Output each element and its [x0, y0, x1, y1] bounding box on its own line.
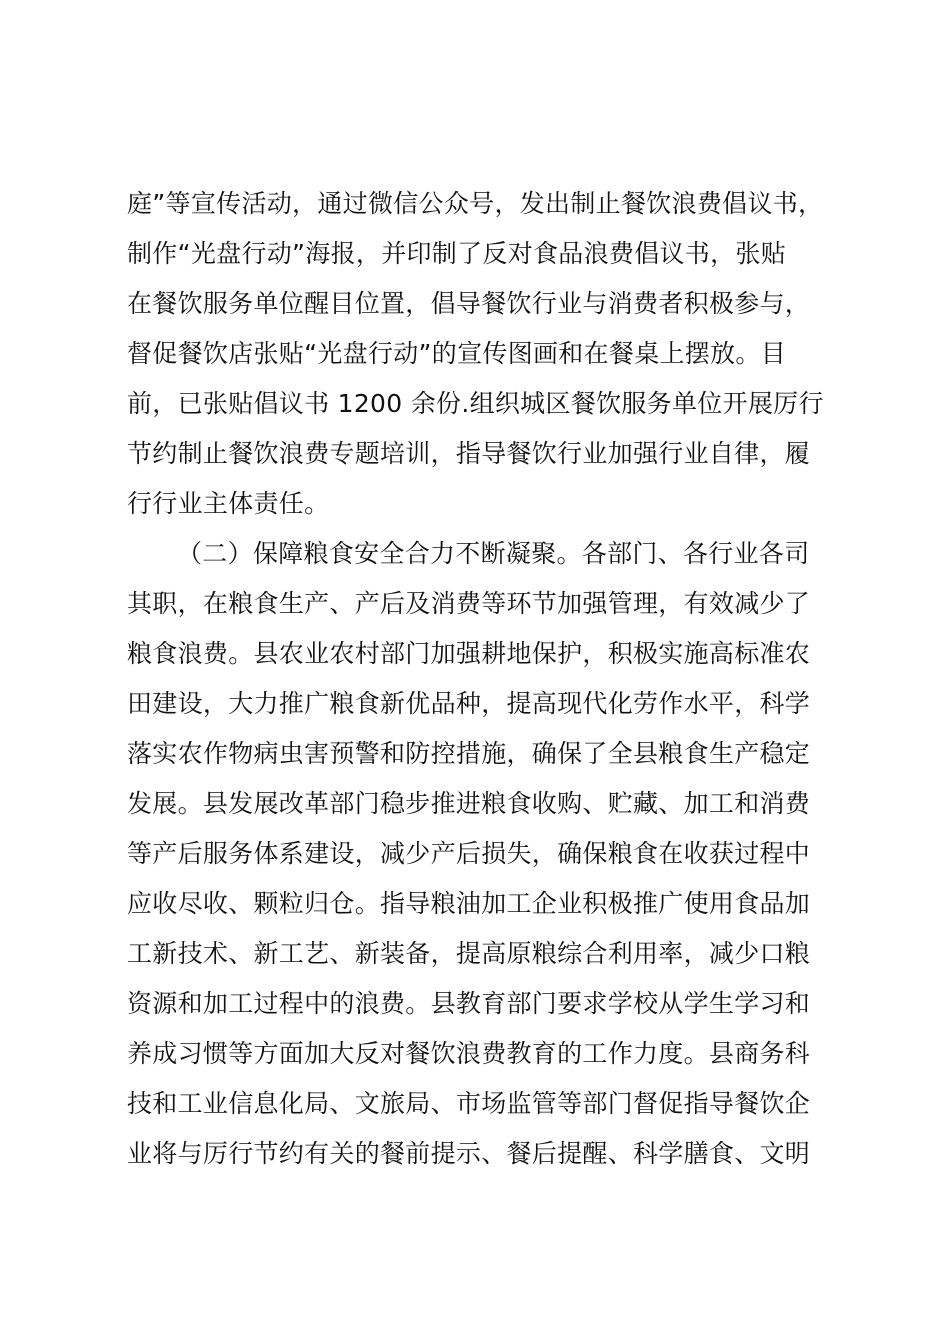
text-line: 等产后服务体系建设，减少产后损失，确保粮食在收获过程中: [127, 839, 811, 868]
text-line: 发展。县发展改革部门稳步推进粮食收购、贮藏、加工和消费: [127, 789, 811, 818]
text-line: 制作“光盘行动”海报，并印制了反对食品浪费倡议书，张贴: [127, 239, 787, 268]
text-line: 其职，在粮食生产、产后及消费等环节加强管理，有效减少了: [127, 589, 811, 618]
text-line: 资源和加工过程中的浪费。县教育部门要求学校从学生学习和: [127, 989, 811, 1018]
text-line: 粮食浪费。县农业农村部门加强耕地保护，积极实施高标准农: [127, 639, 811, 668]
text-line: 业将与厉行节约有关的餐前提示、餐后提醒、科学膳食、文明: [127, 1139, 811, 1168]
text-line: 工新技术、新工艺、新装备，提高原粮综合利用率，减少口粮: [127, 939, 811, 968]
text-line: 技和工业信息化局、文旅局、市场监管等部门督促指导餐饮企: [127, 1089, 811, 1118]
text-line: 督促餐饮店张贴“光盘行动”的宣传图画和在餐桌上摆放。目: [127, 339, 787, 368]
text-line: 田建设，大力推广粮食新优品种，提高现代化劳作水平，科学: [127, 689, 811, 718]
text-line: 前，已张贴倡议书 1200 余份.组织城区餐饮服务单位开展厉行: [127, 389, 824, 418]
text-line: 落实农作物病虫害预警和防控措施，确保了全县粮食生产稳定: [127, 739, 811, 768]
text-line: 在餐饮服务单位醒目位置，倡导餐饮行业与消费者积极参与，: [127, 289, 811, 318]
text-line: 应收尽收、颗粒归仓。指导粮油加工企业积极推广使用食品加: [127, 889, 811, 918]
text-line: （二）保障粮食安全合力不断凝聚。各部门、各行业各司: [177, 539, 810, 568]
text-line: 养成习惯等方面加大反对餐饮浪费教育的工作力度。县商务科: [127, 1039, 811, 1068]
text-line: 节约制止餐饮浪费专题培训，指导餐饮行业加强行业自律，履: [127, 439, 811, 468]
text-line: 行行业主体责任。: [127, 489, 330, 518]
text-line: 庭”等宣传活动，通过微信公众号，发出制止餐饮浪费倡议书，: [127, 189, 824, 218]
